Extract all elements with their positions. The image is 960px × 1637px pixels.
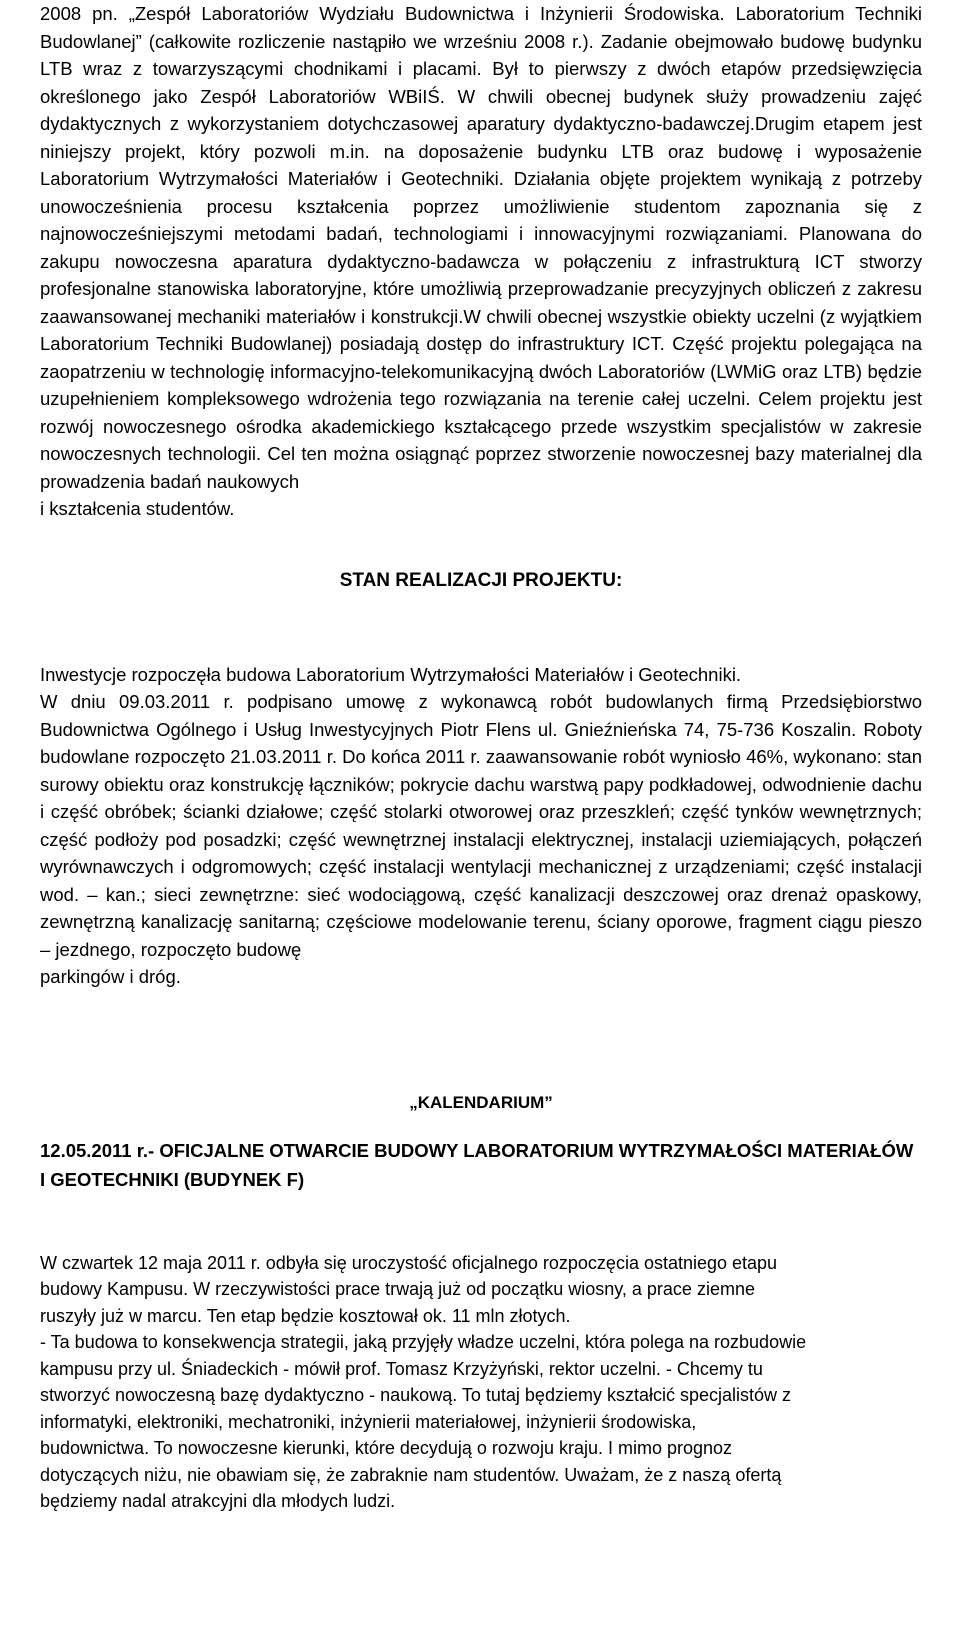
event-line: będziemy nadal atrakcyjni dla młodych ludzi. [40,1491,396,1511]
event-line: kampusu przy ul. Śniadeckich - mówił prof. Tomasz Krzyżyński, rektor uczelni. - Chcemy tu [40,1358,763,1379]
event-line: W czwartek 12 maja 2011 r. odbyła się uroczystość oficjalnego rozpoczęcia ostatniego etapu [40,1252,778,1273]
event-line: - Ta budowa to konsekwencja strategii, jaką przyjęły władze uczelni, która polega na rozbudowie [40,1332,807,1352]
event-line: budownictwa. To nowoczesne kierunki, które decydują o rozwoju kraju. I mimo prognoz [40,1438,733,1458]
stan-paragraph: W dniu 09.03.2011 r. podpisano umowę z wykonawcą robót budowlanych firmą Przedsiębiorstwo Budownictwa Ogólnego i Usług Inwestycyjnych Piotr Flens ul. Gnieźnieńska 74, 75-736 Koszalin. Roboty budowlane rozpoczęto 21.03.2011 r. Do końca 2011 r. zaawansowanie robót wyniosło 46%, wykonano: stan surowy obiektu oraz konstrukcję łączników; pokrycie dachu warstwą papy podkładowej, odwodnienie dachu i część obróbek; ścianki działowe; część stolarki otworowej oraz przeszkleń; część tynków wewnętrznych; część podłoży pod posadzki; część wewnętrznej instalacji elektrycznej, instalacji uziemiających, połączeń wyrównawczych i odgromowych; część instalacji wentylacji mechanicznej z urządzeniami; część instalacji wod. – kan.; sieci zewnętrzne: sieć wodociągową, część kanalizacji deszczowej oraz drenaż opaskowy, zewnętrzną kanalizację sanitarną; częściowe modelowanie terenu, ściany oporowe, fragment ciągu pieszo – jezdnego, rozpoczęto budowę [40,691,922,960]
event-line: dotyczących niżu, nie obawiam się, że zabraknie nam studentów. Uważam, że z naszą ofertą [40,1464,782,1485]
stan-first-line: Inwestycje rozpoczęła budowa Laboratorium Wytrzymałości Materiałów i Geotechniki. [40,663,742,685]
intro-last-line: i kształcenia studentów. [40,498,235,519]
event-line: budowy Kampusu. W rzeczywistości prace trwają już od początku wiosny, a prace ziemne [40,1279,755,1299]
stan-last-line: parkingów i dróg. [40,966,181,987]
event-line: ruszyły już w marcu. Ten etap będzie kosztował ok. 11 mln złotych. [40,1305,571,1326]
intro-paragraph: 2008 pn. „Zespół Laboratoriów Wydziału Budownictwa i Inżynierii Środowiska. Laboratorium Techniki Budowlanej” (całkowite rozliczenie nastąpiło we wrześniu 2008 r.). Zadanie obejmowało budowę budynku LTB wraz z towarzyszącymi chodnikami i placami. Był to pierwszy z dwóch etapów przedsięwzięcia określonego jako Zespół Laboratoriów WBiIŚ. W chwili obecnej budynek służy prowadzeniu zajęć dydaktycznych z wykorzystaniem dotychczasowej aparatury dydaktyczno-badawczej.Drugim etapem jest niniejszy projekt, który pozwoli m.in. na doposażenie budynku LTB oraz budowę i wyposażenie Laboratorium Wytrzymałości Materiałów i Geotechniki. Działania objęte projektem wynikają z potrzeby unowocześnienia procesu kształcenia poprzez umożliwienie studentom zapoznania się z najnowocześniejszymi metodami badań, technologiami i innowacyjnymi rozwiązaniami. Planowana do zakupu nowoczesna aparatura dydaktyczno-badawcza w połączeniu z infrastrukturą ICT stworzy profesjonalne stanowiska laboratoryjne, które umożliwią przeprowadzanie precyzyjnych obliczeń z zakresu zaawansowanej mechaniki materiałów i konstrukcji.W chwili obecnej wszystkie obiekty uczelni (z wyjątkiem Laboratorium Techniki Budowlanej) posiadają dostęp do infrastruktury ICT. Część projektu polegająca na zaopatrzeniu w technologię informacyjno-telekomunikacyjną dwóch Laboratoriów (LWMiG oraz LTB) będzie uzupełnieniem kompleksowego wdrożenia tego rozwiązania na terenie całej uczelni. Celem projektu jest rozwój nowoczesnego ośrodka akademickiego kształcącego przede wszystkim specjalistów w zakresie nowoczesnych technologii. Cel ten można osiągnąć poprzez stworzenie nowoczesnej bazy materialnej dla prowadzenia badań naukowych [40,3,922,492]
event-title: 12.05.2011 r.- OFICJALNE OTWARCIE BUDOWY LABORATORIUM WYTRZYMAŁOŚCI MATERIAŁÓW I GEOTECHNIKI (BUDYNEK F) [40,1139,914,1190]
event-description [40,1250,922,1515]
event-line: stworzyć nowoczesną bazę dydaktyczno - naukową. To tutaj będziemy kształcić specjalistów z [40,1385,792,1405]
kalendarium-title: „KALENDARIUM” [409,1092,553,1112]
event-line: informatyki, elektroniki, mechatroniki, inżynierii materiałowej, inżynierii środowiska, [40,1411,697,1432]
section-title-stan-realizacji: STAN REALIZACJI PROJEKTU: [339,569,623,591]
